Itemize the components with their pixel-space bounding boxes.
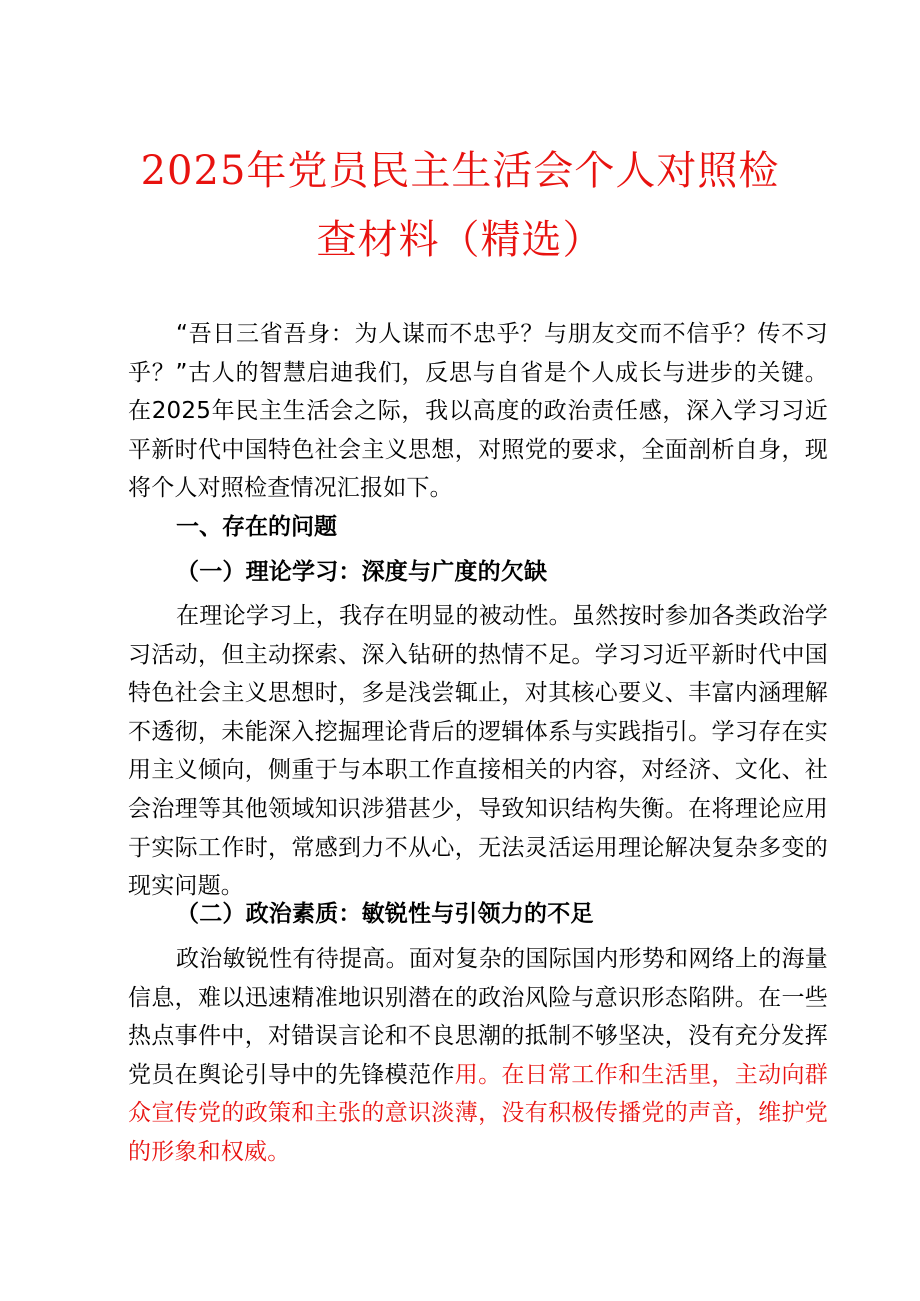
politics-text-red: 用。在日常工作和生活里，主动向群众宣传党的政策和主张的意识淡薄，没有积极传播党的声音，维护党的形象和权威。: [128, 1061, 828, 1165]
subsection-heading-theory: （一）理论学习：深度与广度的欠缺: [176, 559, 548, 585]
subsection-heading-politics: （二）政治素质：敏锐性与引领力的不足: [176, 901, 594, 927]
document-title-line-1: 2025年党员民主生活会个人对照检: [140, 148, 780, 194]
intro-paragraph: “吾日三省吾身：为人谋而不忠乎？与朋友交而不信乎？传不习乎？”古人的智慧启迪我们，反思与自省是个人成长与进步的关键。在2025年民主生活会之际，我以高度的政治责任感，深入学习习近平新时代中国特色社会主义思想，对照党的要求，全面剖析自身，现将个人对照检查情况汇报如下。: [128, 321, 828, 502]
politics-text-black: 政治敏锐性有待提高。面对复杂的国际国内形势和网络上的海量信息，难以迅速精准地识别潜在的政治风险与意识形态陷阱。在一些热点事件中，对错误言论和不良思潮的抵制不够坚决，没有充分发挥党员在舆论引导中的先锋模范作: [128, 946, 828, 1088]
theory-paragraph: 在理论学习上，我存在明显的被动性。虽然按时参加各类政治学习活动，但主动探索、深入钻研的热情不足。学习习近平新时代中国特色社会主义思想时，多是浅尝辄止，对其核心要义、丰富内涵理解不透彻，未能深入挖掘理论背后的逻辑体系与实践指引。学习存在实用主义倾向，侧重于与本职工作直接相关的内容，对经济、文化、社会治理等其他领域知识涉猎甚少，导致知识结构失衡。在将理论应用于实际工作时，常感到力不从心，无法灵活运用理论解决复杂多变的现实问题。: [128, 603, 828, 900]
politics-paragraph: [128, 940, 828, 1172]
section-heading-problems: 一、存在的问题: [176, 514, 337, 540]
document-title-line-2: 查材料（精选）: [316, 217, 604, 263]
